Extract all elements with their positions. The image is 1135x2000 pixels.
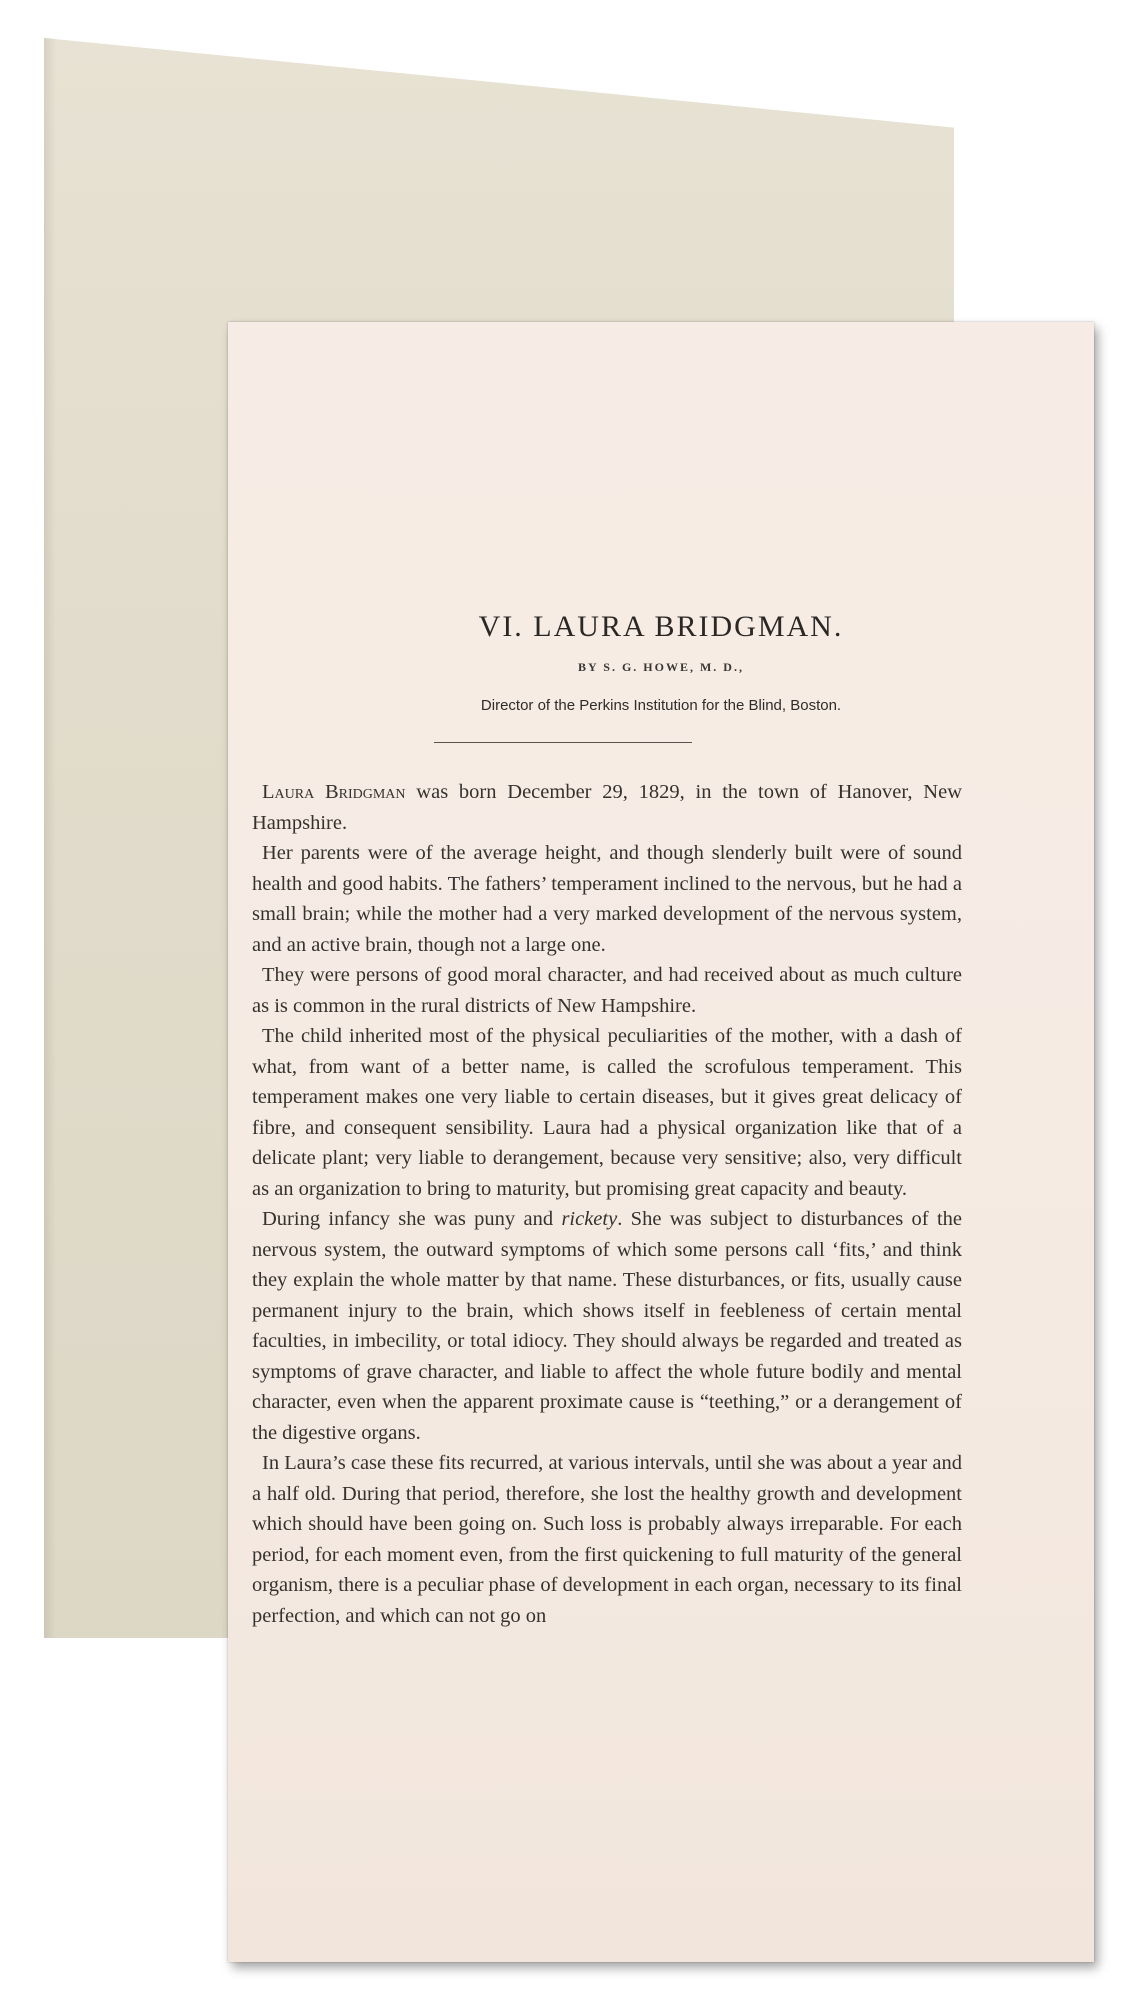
paragraph-text: was born December 29, 1829, in the town of Hanover, New Hampshire. [252,781,962,834]
paragraph-text: . She was subject to disturbances of the nervous system, the outward symptoms of which some persons call ‘fits,’ and think they explain the whole matter by that name. These disturbances, or fits, usually cause permanent injury to the brain, which shows itself in feebleness of certain mental faculties, in imbecility, or total idiocy. They should always be regarded and treated as symptoms of grave character, and liable to affect the whole future bodily and mental character, even when the apparent proximate cause is “teething,” or a derangement of the digestive organs. [252,1208,962,1444]
title-divider [434,742,692,743]
paragraph-text: During infancy she was puny and [262,1208,562,1230]
wrapper-sheet-shadow [44,38,56,1638]
paragraph: Her parents were of the average height, and though slenderly built were of sound health and good habits. The fathers’ temperament inclined to the nervous, but he had a small brain; while the mother had a very marked development of the nervous system, and an active brain, though not a large one. [252,842,962,956]
paragraph [252,777,962,838]
emphasis-word: rickety [561,1208,618,1230]
document-page [228,322,1094,1962]
page-title: VI. LAURA BRIDGMAN. [478,610,844,643]
paragraph: The child inherited most of the physical peculiarities of the mother, with a dash of what, from want of a better name, is called the scrofulous temperament. This temperament makes one very liable to certain diseases, but it gives great delicacy of fibre, and consequent sensibility. Laura had a physical organization like that of a delicate plant; very liable to derangement, because very sensitive; also, very difficult as an organization to bring to maturity, but promising great capacity and beauty. [252,1025,962,1200]
article-body [252,777,962,1631]
author-byline: BY S. G. HOWE, M. D., [578,660,744,674]
author-affiliation: Director of the Perkins Institution for the Blind, Boston. [480,697,842,714]
lead-name: Laura Bridgman [262,781,406,803]
paragraph [252,1204,962,1448]
paragraph: In Laura’s case these fits recurred, at various intervals, until she was about a year and a half old. During that period, therefore, she lost the healthy growth and development which should have been going on. Such loss is probably always irreparable. For each period, for each moment even, from the first quickening to full maturity of the general organism, there is a peculiar phase of development in each organ, necessary to its final perfection, and which can not go on [252,1452,962,1627]
paragraph: They were persons of good moral character, and had received about as much culture as is common in the rural districts of New Hampshire. [252,964,962,1017]
